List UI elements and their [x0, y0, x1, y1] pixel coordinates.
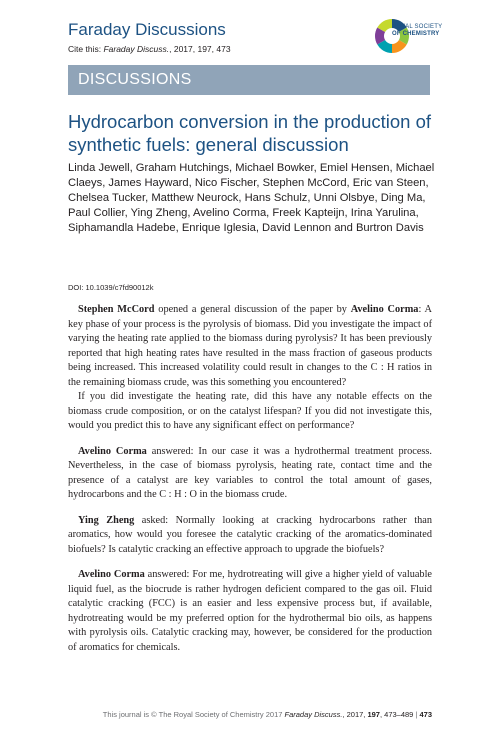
speaker-name: Avelino Corma — [350, 304, 419, 315]
journal-title: Faraday Discussions — [68, 20, 226, 39]
author-list: Linda Jewell, Graham Hutchings, Michael Bowker, Emiel Hensen, Michael Claeys, James Hayward, Nico Fischer, Stephen McCord, Eric van Steen, Chelsea Tucker, Matthew Neurock, Hans Schulz, Unni Olsbye, Ding Ma, Paul Collier, Ying Zheng, Avelino Corma, Freek Kapteijn, Irina Yarulina, Siphamandla Hadebe, Enrique Iglesia, David Lennon and Burtron Davis — [68, 162, 435, 234]
page-footer — [68, 710, 432, 719]
paragraph-text: : A key phase of your process is the pyrolysis of biomass. Did you investigate the impact of varying the heating rate applied to the biomass during pyrolysis? It has been previously reported that high heating rates have resulted in the mass fraction of gaseous products being increased. This increased volatility could result in changes to the C : H ratios in the remaining biomass crude, was this something you encountered? — [68, 304, 432, 388]
section-banner: DISCUSSIONS — [68, 65, 430, 95]
footer-copyright: This journal is © The Royal Society of Chemistry 2017 — [102, 710, 285, 719]
footer-sep2: | — [413, 710, 420, 719]
paragraph-text: answered: For me, hydrotreating will give a higher yield of valuable liquid fuel, as the biocrude is rather hydrogen deficient compared to the gas oil. Fluid catalytic cracking (FCC) is an easier and less expensive process but, if available, hydrotreating would be my preferred option for the hydrothermal bio oils, as happens with pyrolysis oils. Catalytic cracking may, however, be considered for the production of aromatics for chemicals. — [68, 569, 432, 653]
cite-journal: Faraday Discuss. — [103, 44, 170, 54]
paragraph-5 — [68, 568, 432, 655]
paragraph-text: opened a general discussion of the paper by — [154, 304, 351, 315]
footer-sep1: , 2017, — [342, 710, 368, 719]
cite-prefix: Cite this: — [68, 44, 102, 54]
paragraph-1 — [68, 303, 432, 390]
paragraph-3 — [68, 445, 432, 503]
rsc-logo-text — [392, 24, 452, 38]
page-number: 473 — [419, 710, 432, 719]
speaker-name: Stephen McCord — [78, 304, 155, 315]
doi-link[interactable]: DOI: 10.1039/c7fd90012k — [68, 283, 154, 292]
citation-line — [68, 44, 231, 54]
footer-range: , 473–489 — [379, 710, 414, 719]
paragraph-2: If you did investigate the heating rate, did this have any notable effects on the biomass crude composition, or on the catalyst lifespan? If you did not investigate this, would you predict this to have any significant effect on performance? — [68, 391, 432, 431]
logo-line2: OF CHEMISTRY — [392, 31, 440, 37]
paragraph-text: answered: In our case it was a hydrothermal treatment process. Nevertheless, in the case of biomass pyrolysis, heating rate, contact time and the presence of a catalyst are key variables to control the total amount of gases, hydrocarbons and the C : H : O in the biomass crude. — [68, 445, 432, 500]
logo-line1: ROYAL SOCIETY — [392, 24, 443, 30]
speaker-name: Avelino Corma — [78, 569, 145, 580]
cite-rest: , 2017, 197, 473 — [169, 44, 231, 54]
speaker-name: Avelino Corma — [78, 445, 147, 457]
footer-journal: Faraday Discuss. — [284, 710, 343, 719]
discussion-body — [68, 303, 432, 655]
paragraph-4 — [68, 514, 432, 558]
paragraph-text: asked: Normally looking at cracking hydrocarbons rather than aromatics, how would you foresee the catalytic cracking of the aromatics-dominated biofuels? Is catalytic cracking an effective approach to upgrade the biofuels? — [68, 514, 433, 555]
speaker-name: Ying Zheng — [78, 514, 135, 526]
article-title: Hydrocarbon conversion in the production of synthetic fuels: general discussion — [68, 111, 432, 155]
footer-volume: 197 — [367, 710, 380, 719]
